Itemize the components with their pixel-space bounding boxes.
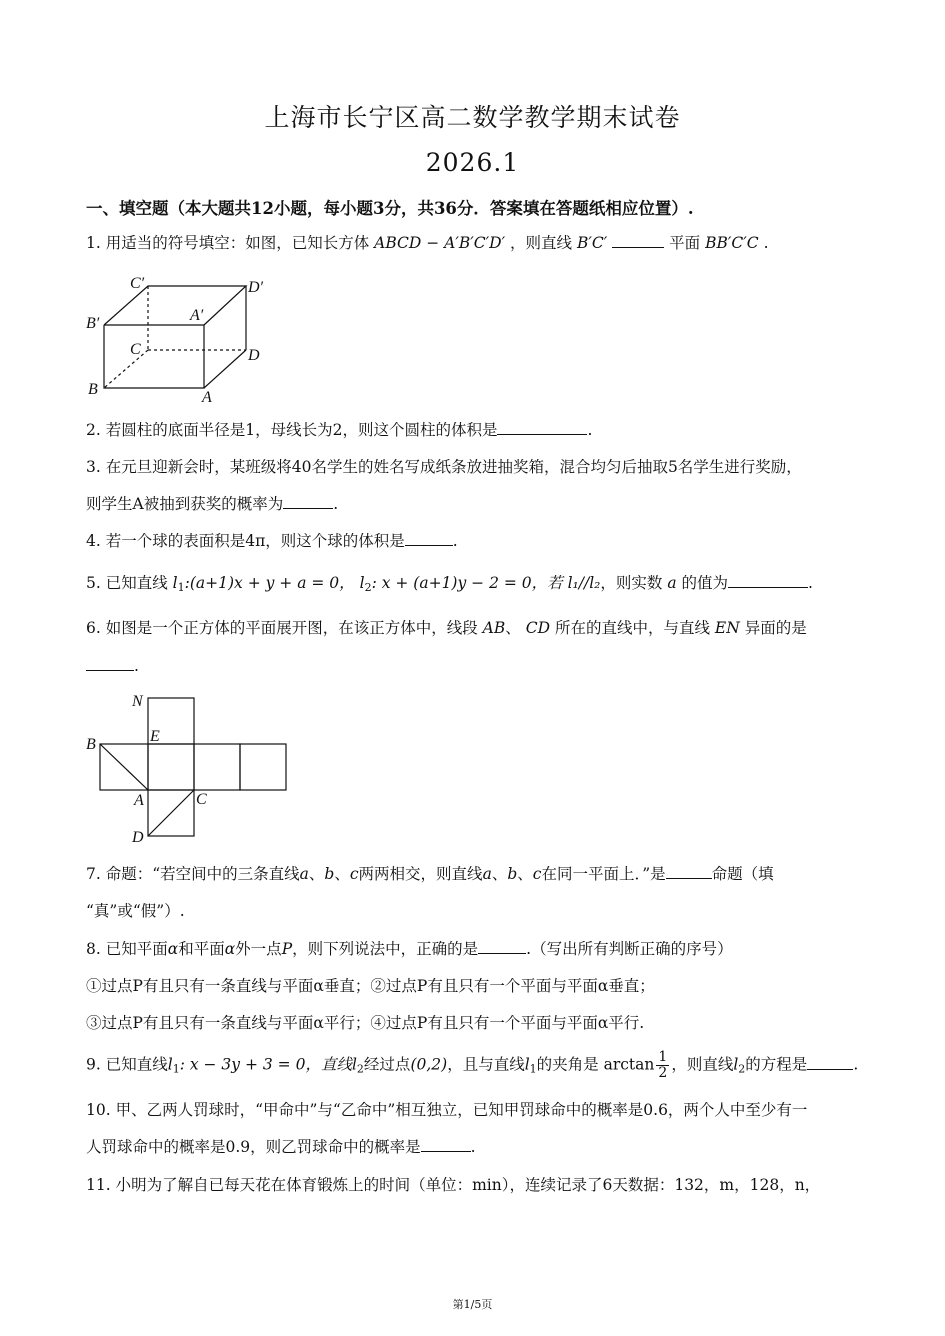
vertex-label: C — [196, 791, 207, 808]
question-10-line2: 人罚球命中的概率是0.9，则乙罚球命中的概率是 . — [86, 1138, 476, 1156]
answer-blank[interactable] — [283, 494, 333, 509]
answer-blank[interactable] — [666, 864, 712, 879]
question-11: 11. 小明为了解自已每天花在体育锻炼上的时间（单位：min），连续记录了6天数据：132，m，128，n， — [86, 1176, 821, 1194]
question-3: 3. 在元旦迎新会时，某班级将40名学生的姓名写成纸条放进抽奖箱，混合均匀后抽取5名学生进行奖励， — [86, 458, 802, 476]
vertex-label: N — [132, 693, 143, 710]
question-1: 1. 用适当的符号填空：如图，已知长方体 ABCD − A′B′C′D′ ，则直线 B′C′ 平面 BB′C′C . — [86, 234, 769, 252]
answer-blank[interactable] — [728, 573, 808, 588]
vertex-label: A — [134, 792, 144, 809]
vertex-label: A′ — [190, 307, 204, 324]
question-6-line2: . — [86, 656, 866, 676]
question-8-options-2: ③过点P有且只有一条直线与平面α平行；④过点P有且只有一个平面与平面α平行. — [86, 1014, 645, 1032]
answer-blank[interactable] — [478, 939, 526, 954]
vertex-label: C — [130, 341, 141, 358]
vertex-label: B′ — [86, 315, 100, 332]
page-number: 第1/5页 — [452, 1298, 493, 1311]
exam-title: 上海市长宁区高二数学教学期末试卷 — [264, 103, 681, 132]
vertex-label: B — [86, 736, 96, 753]
cuboid-figure — [82, 270, 282, 405]
question-7: 7. 命题：“若空间中的三条直线a、b、c两两相交，则直线a、b、c在同一平面上．”是 命题（填 — [86, 865, 774, 883]
vertex-label: C′ — [130, 275, 145, 292]
exam-date: 2026.1 — [425, 148, 520, 177]
answer-blank[interactable] — [807, 1055, 853, 1070]
fraction: $\frac{1}{2}$ — [658, 1049, 668, 1081]
vertex-label: B — [88, 381, 98, 398]
question-6: 6. 如图是一个正方体的平面展开图，在该正方体中，线段 AB、 CD 所在的直线中，与直线 EN 异面的是 — [86, 619, 807, 637]
answer-blank[interactable] — [405, 531, 453, 546]
answer-blank[interactable] — [86, 656, 134, 671]
vertex-label: D — [132, 829, 144, 846]
section-fill-in-blank: 一、填空题（本大题共12小题，每小题3分，共36分．答案填在答题纸相应位置）. — [86, 199, 694, 218]
question-9: 9. 已知直线$l_1$: x − 3y + 3 = 0，直线$l_2$经过点(0,2)，且与直线$l_1$的夹角是 arctan $\frac{1}{2}$ ，则直线$l_2$的方程是 . — [86, 1049, 859, 1081]
vertex-label: A — [202, 389, 212, 405]
question-8: 8. 已知平面α和平面α外一点P，则下列说法中，正确的是 .（写出所有判断正确的序号） — [86, 940, 733, 958]
answer-blank[interactable] — [497, 420, 587, 435]
vertex-label: D — [248, 347, 260, 364]
question-7-line2: “真”或“假”）. — [86, 902, 185, 920]
cube-net-figure — [84, 688, 294, 848]
question-4: 4. 若一个球的表面积是4π，则这个球的体积是 . — [86, 532, 458, 550]
answer-blank[interactable] — [612, 233, 664, 248]
question-5: 5. 已知直线 $l_1:(a+1)x + y + a = 0$， $l_2$: x + (a+1)y − 2 = 0，若 l₁//l₂，则实数 a 的值为 . — [86, 574, 813, 594]
question-2: 2. 若圆柱的底面半径是1，母线长为2，则这个圆柱的体积是 . — [86, 421, 593, 439]
vertex-label: D′ — [248, 279, 264, 296]
question-10: 10. 甲、乙两人罚球时，“甲命中”与“乙命中”相互独立，已知甲罚球命中的概率是0.6，两个人中至少有一 — [86, 1101, 808, 1119]
answer-blank[interactable] — [421, 1137, 471, 1152]
question-8-options-1: ①过点P有且只有一条直线与平面α垂直；②过点P有且只有一个平面与平面α垂直； — [86, 977, 655, 995]
vertex-label: E — [150, 728, 160, 745]
question-3-line2: 则学生A被抽到获奖的概率为 . — [86, 495, 339, 513]
